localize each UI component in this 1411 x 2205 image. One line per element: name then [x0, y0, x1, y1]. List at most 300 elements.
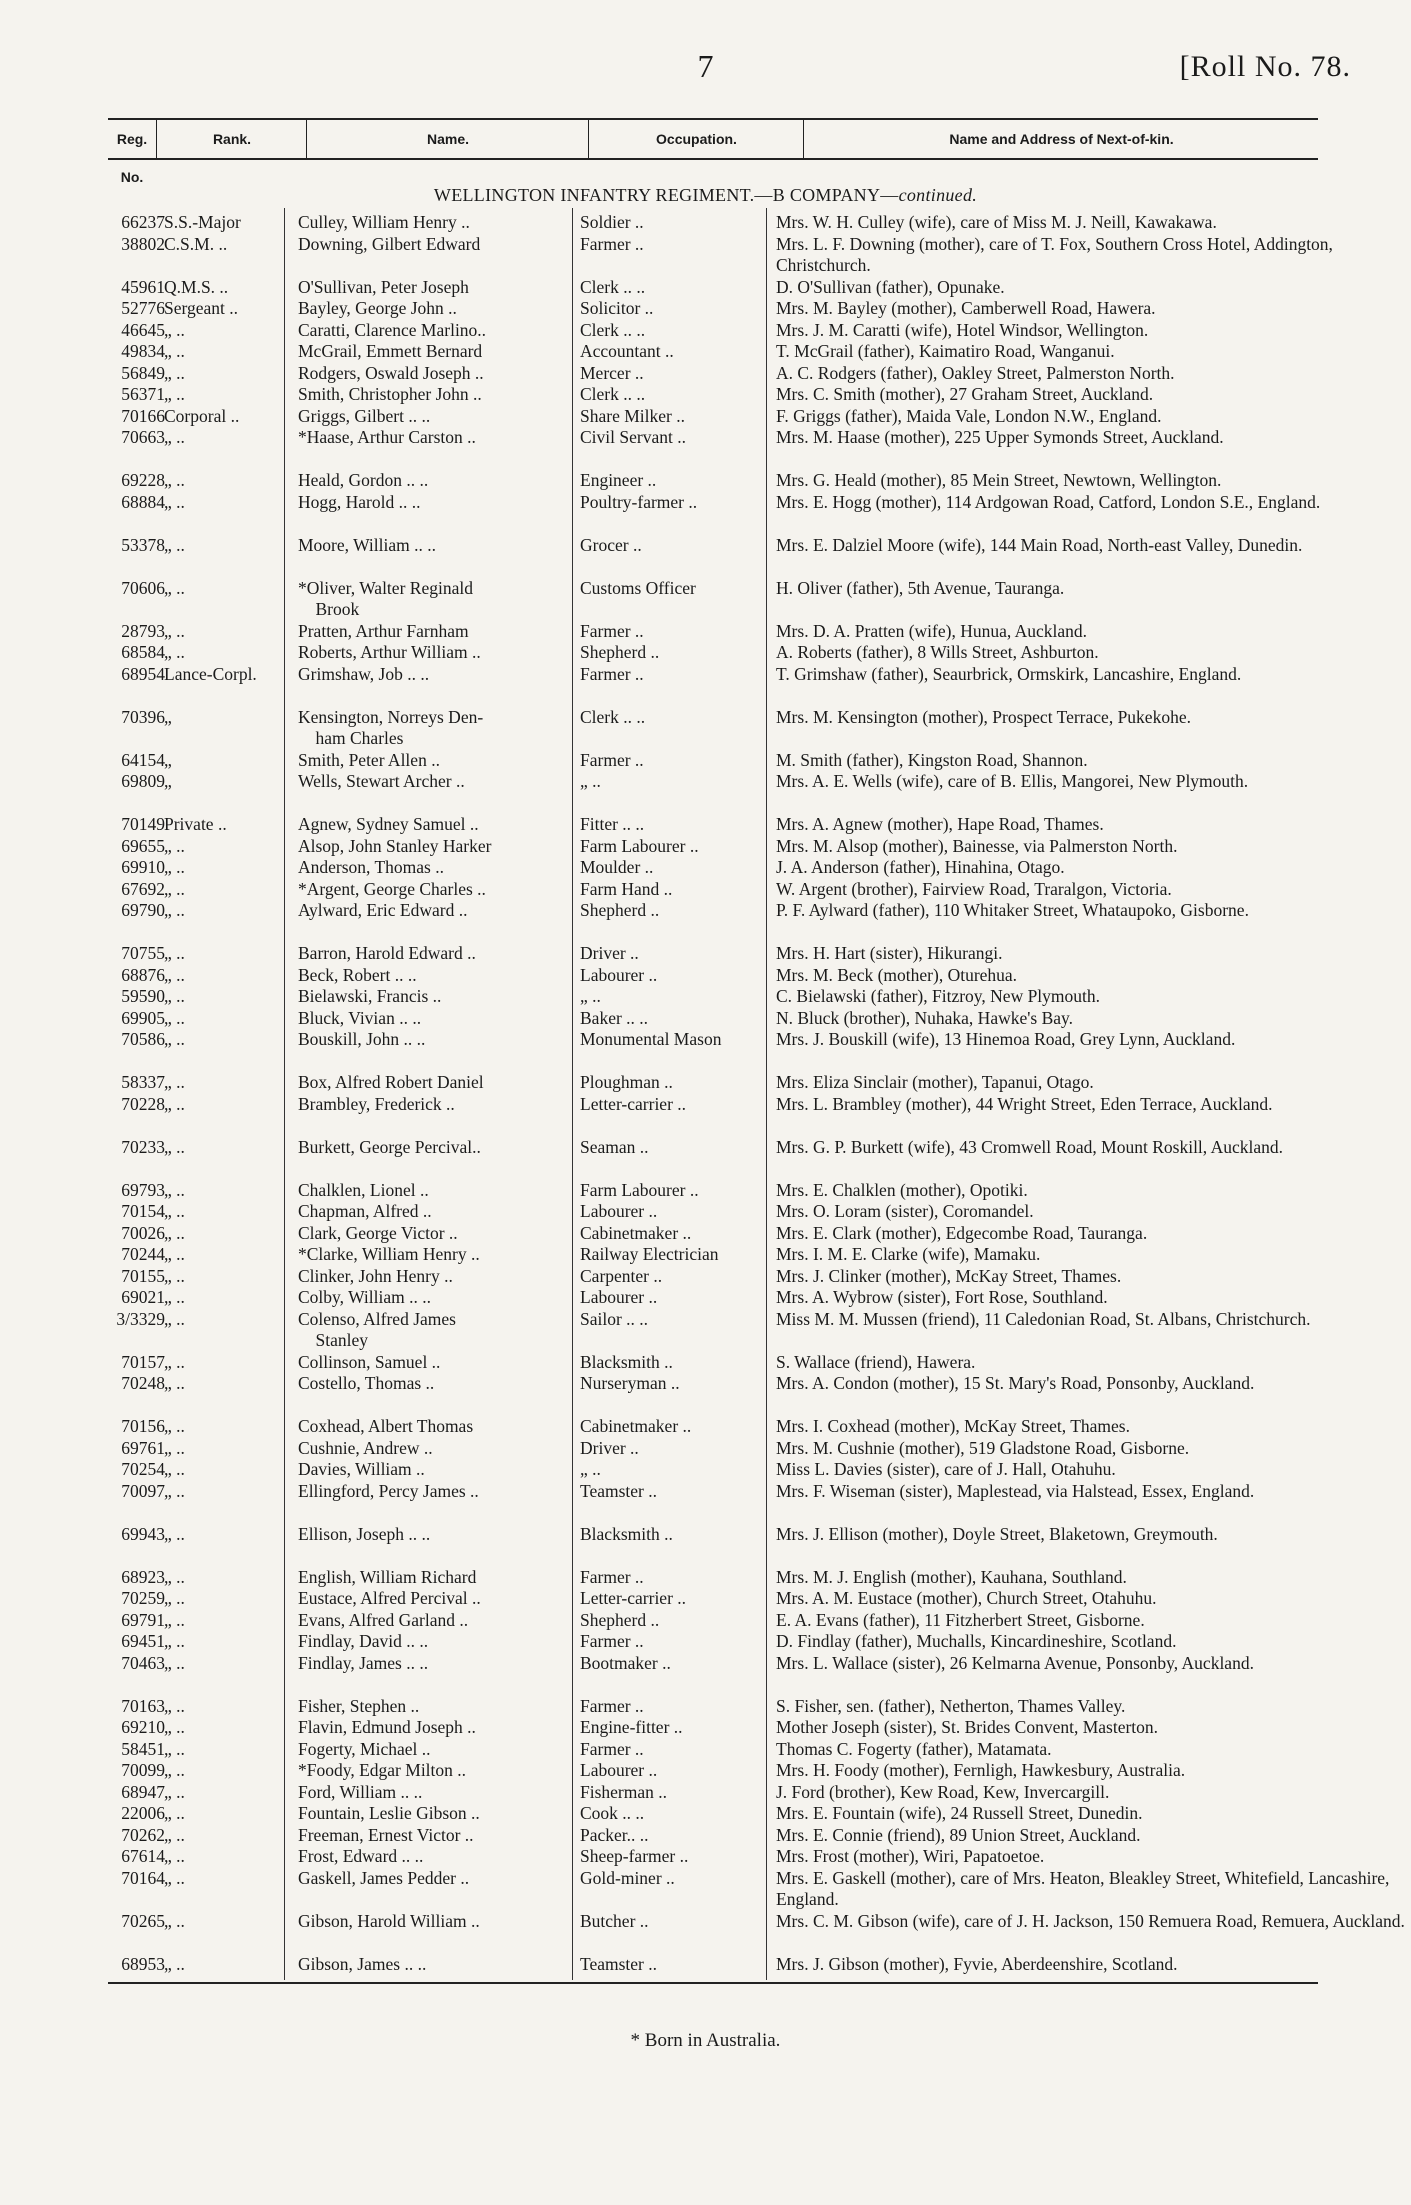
next-of-kin: F. Griggs (father), Maida Vale, London N.W., England. [776, 405, 1162, 426]
next-of-kin: A. C. Rodgers (father), Oakley Street, Palmerston North. [776, 362, 1175, 383]
reg-no: 68884 [121, 491, 165, 512]
rank: „ .. [164, 943, 185, 963]
next-of-kin: Mrs. E. Clark (mother), Edgecombe Road, Tauranga. [776, 1222, 1148, 1243]
occupation: Carpenter .. [580, 1265, 663, 1286]
occupation: Bootmaker .. [580, 1652, 671, 1673]
occupation: Cabinetmaker .. [580, 1416, 692, 1436]
rank: „ .. [164, 1416, 185, 1436]
table-row [60, 1739, 1360, 1761]
reg-no: 69943 [121, 1523, 165, 1544]
occupation: Engine-fitter .. [580, 1717, 683, 1737]
next-of-kin: Mrs. J. Bouskill (wife), 13 Hinemoa Road, Grey Lynn, Auckland. [776, 1029, 1236, 1049]
next-of-kin: Mrs. H. Hart (sister), Hikurangi. [776, 943, 1003, 963]
table-row [60, 1910, 1405, 1954]
table-row [60, 1223, 1360, 1245]
reg-no: 70586 [121, 1029, 165, 1049]
soldier-name: Ellison, Joseph .. .. [298, 1523, 431, 1544]
next-of-kin: Mrs. D. A. Pratten (wife), Hunua, Auckland. [776, 620, 1088, 641]
table-row [60, 986, 1360, 1008]
table-row [60, 320, 1360, 342]
occupation: Monumental Mason [580, 1029, 722, 1049]
soldier-name: Beck, Robert .. .. [298, 964, 417, 985]
next-of-kin: Miss L. Davies (sister), care of J. Hall, Otahuhu. [776, 1459, 1116, 1479]
rank: „ .. [164, 964, 185, 985]
reg-no: 69910 [121, 857, 165, 877]
table-row [60, 1481, 1360, 1524]
table-row [60, 406, 1360, 428]
reg-no: 69905 [121, 1007, 165, 1028]
reg-no: 70254 [121, 1459, 165, 1479]
reg-no: 69761 [121, 1437, 165, 1458]
table-row [60, 1266, 1360, 1288]
rank: „ .. [164, 1523, 185, 1544]
table-row [60, 1180, 1360, 1202]
occupation: Farmer .. [580, 1631, 644, 1651]
occupation: Farmer .. [580, 1566, 644, 1587]
table-row [60, 363, 1360, 385]
next-of-kin: Mrs. M. Bayley (mother), Camberwell Road, Hawera. [776, 298, 1156, 318]
rank: „ .. [164, 900, 185, 920]
table-row [60, 1954, 1360, 1976]
table-row [60, 900, 1360, 943]
soldier-name: Coxhead, Albert Thomas [298, 1416, 474, 1436]
reg-no: 68953 [121, 1953, 165, 1974]
reg-no: 70233 [121, 1136, 165, 1157]
reg-no: 53378 [121, 534, 165, 555]
occupation: Railway Electrician [580, 1244, 719, 1264]
reg-no: 70396 [121, 706, 165, 727]
soldier-name: English, William Richard [298, 1566, 477, 1587]
table-row [60, 1309, 1360, 1352]
occupation: Ploughman .. [580, 1072, 673, 1092]
soldier-name: *Haase, Arthur Carston .. [298, 427, 476, 447]
rank: „ .. [164, 534, 185, 555]
occupation: Fisherman .. [580, 1781, 668, 1802]
next-of-kin: Mrs. Frost (mother), Wiri, Papatoetoe. [776, 1846, 1045, 1866]
soldier-name: Bouskill, John .. .. [298, 1029, 426, 1049]
occupation: Shepherd .. [580, 900, 660, 920]
occupation: Driver .. [580, 1437, 639, 1458]
header-name: Name. [306, 120, 589, 158]
table-row [60, 1803, 1360, 1825]
reg-no: 46645 [121, 319, 165, 340]
soldier-name: Cushnie, Andrew .. [298, 1437, 433, 1458]
occupation: „ .. [580, 771, 601, 791]
rank: Sergeant .. [164, 298, 239, 318]
table-row [60, 1072, 1360, 1094]
table-row [60, 1029, 1360, 1072]
table-row [60, 341, 1360, 363]
table-row [60, 836, 1360, 858]
table-row [60, 1567, 1360, 1589]
table-row [60, 1524, 1360, 1567]
reg-no: 69655 [121, 835, 165, 856]
rank: „ [164, 771, 172, 791]
occupation: Shepherd .. [580, 642, 660, 662]
reg-no: 70606 [121, 577, 165, 598]
rank: Corporal .. [164, 405, 240, 426]
reg-no: 70244 [121, 1244, 165, 1264]
next-of-kin: Mrs. L. Wallace (sister), 26 Kelmarna Avenue, Ponsonby, Auckland. [776, 1652, 1254, 1673]
next-of-kin: Mrs. M. Beck (mother), Oturehua. [776, 964, 1018, 985]
reg-no: 69021 [121, 1287, 165, 1307]
occupation: Farmer .. [580, 663, 644, 684]
occupation: Clerk .. .. [580, 384, 646, 404]
occupation: Cabinetmaker .. [580, 1222, 692, 1243]
reg-no: 56371 [121, 384, 165, 404]
soldier-name: *Foody, Edgar Milton .. [298, 1760, 467, 1780]
soldier-name: Frost, Edward .. .. [298, 1846, 424, 1866]
next-of-kin: Mrs. L. Brambley (mother), 44 Wright Street, Eden Terrace, Auckland. [776, 1093, 1273, 1114]
next-of-kin: T. McGrail (father), Kaimatiro Road, Wanganui. [776, 341, 1115, 361]
next-of-kin: Mrs. H. Foody (mother), Fernligh, Hawkesbury, Australia. [776, 1760, 1186, 1780]
occupation: Gold-miner .. [580, 1867, 675, 1888]
next-of-kin: Mrs. M. Haase (mother), 225 Upper Symonds Street, Auckland. [776, 427, 1224, 447]
occupation: Nurseryman .. [580, 1373, 680, 1393]
next-of-kin: Mrs. M. Cushnie (mother), 519 Gladstone Road, Gisborne. [776, 1437, 1190, 1458]
reg-no: 70157 [121, 1351, 165, 1372]
table-row [60, 234, 1360, 277]
reg-no: 68947 [121, 1781, 165, 1802]
roll-number: [Roll No. 78. [1179, 50, 1351, 83]
next-of-kin: Mrs. G. Heald (mother), 85 Mein Street, Newtown, Wellington. [776, 470, 1222, 490]
table-row [60, 1782, 1360, 1804]
soldier-name: Collinson, Samuel .. [298, 1351, 441, 1372]
next-of-kin: Mrs. E. Chalklen (mother), Opotiki. [776, 1179, 1028, 1200]
rank: „ .. [164, 1287, 185, 1307]
rank: „ .. [164, 319, 185, 340]
reg-no: 58337 [121, 1072, 165, 1092]
rank: „ .. [164, 1781, 185, 1802]
reg-no: 70265 [121, 1910, 165, 1931]
section-title [0, 185, 1411, 206]
reg-no: 70166 [121, 405, 165, 426]
occupation: Sheep-farmer .. [580, 1846, 689, 1866]
header-next-of-kin: Name and Address of Next-of-kin. [803, 120, 1319, 158]
table-row [60, 621, 1360, 643]
occupation: Labourer .. [580, 1287, 658, 1307]
next-of-kin: Mrs. O. Loram (sister), Coromandel. [776, 1201, 1034, 1221]
reg-no: 58451 [121, 1738, 165, 1759]
soldier-name: *Clarke, William Henry .. [298, 1244, 480, 1264]
reg-no: 70164 [121, 1867, 165, 1888]
soldier-name: Colby, William .. .. [298, 1287, 431, 1307]
soldier-name: Moore, William .. .. [298, 534, 436, 555]
soldier-name: Downing, Gilbert Edward [298, 233, 481, 254]
rank: „ .. [164, 1631, 185, 1651]
next-of-kin: Mrs. G. P. Burkett (wife), 43 Cromwell Road, Mount Roskill, Auckland. [776, 1136, 1283, 1157]
table-row [60, 1244, 1360, 1266]
roll-table-body [60, 212, 1405, 1975]
rank: „ .. [164, 1373, 185, 1393]
rank: „ .. [164, 1351, 185, 1372]
occupation: Fitter .. .. [580, 814, 645, 834]
soldier-name: Eustace, Alfred Percival .. [298, 1588, 481, 1608]
soldier-name: Findlay, David .. .. [298, 1631, 429, 1651]
reg-no: 69791 [121, 1609, 165, 1630]
next-of-kin: Mrs. M. J. English (mother), Kauhana, Southland. [776, 1566, 1127, 1587]
soldier-name: Clinker, John Henry .. [298, 1265, 453, 1286]
table-row [60, 578, 1360, 621]
next-of-kin: Thomas C. Fogerty (father), Matamata. [776, 1738, 1052, 1759]
next-of-kin: J. Ford (brother), Kew Road, Kew, Invercargill. [776, 1781, 1110, 1802]
rank: „ .. [164, 1244, 185, 1264]
table-row [60, 707, 1360, 750]
next-of-kin: D. Findlay (father), Muchalls, Kincardineshire, Scotland. [776, 1631, 1177, 1651]
reg-no: 66237 [121, 212, 165, 232]
rank: „ .. [164, 1824, 185, 1845]
soldier-name: Grimshaw, Job .. .. [298, 663, 430, 684]
next-of-kin: Mrs. A. Wybrow (sister), Fort Rose, Southland. [776, 1287, 1108, 1307]
reg-no: 70248 [121, 1373, 165, 1393]
table-row [60, 1631, 1360, 1653]
occupation: Farmer .. [580, 1738, 644, 1759]
rank: „ .. [164, 986, 185, 1006]
rank: „ .. [164, 1007, 185, 1028]
soldier-name: Chalklen, Lionel .. [298, 1179, 429, 1200]
soldier-name: Box, Alfred Robert Daniel [298, 1072, 484, 1092]
next-of-kin: Mother Joseph (sister), St. Brides Convent, Masterton. [776, 1717, 1159, 1737]
section-title-text: WELLINGTON INFANTRY REGIMENT.—B COMPANY— [433, 185, 899, 205]
soldier-name: Chapman, Alfred .. [298, 1201, 432, 1221]
reg-no: 52776 [121, 298, 165, 318]
next-of-kin: Mrs. A. Agnew (mother), Hape Road, Thames. [776, 814, 1104, 834]
rank: „ .. [164, 857, 185, 877]
soldier-name: Culley, William Henry .. [298, 212, 470, 232]
table-row [60, 1610, 1360, 1632]
bottom-rule [108, 1982, 1318, 1984]
next-of-kin: Mrs. I. Coxhead (mother), McKay Street, Thames. [776, 1416, 1130, 1436]
rank: „ .. [164, 341, 185, 361]
occupation: Teamster .. [580, 1480, 658, 1501]
table-row [60, 1825, 1360, 1847]
rank: „ .. [164, 642, 185, 662]
occupation: Blacksmith .. [580, 1523, 673, 1544]
next-of-kin: T. Grimshaw (father), Seaurbrick, Ormskirk, Lancashire, England. [776, 663, 1242, 684]
table-row [60, 1653, 1360, 1696]
occupation: Clerk .. .. [580, 706, 646, 727]
rank: Private .. [164, 814, 227, 834]
table-row [60, 212, 1360, 234]
table-row [60, 1008, 1360, 1030]
occupation: Driver .. [580, 943, 639, 963]
occupation: Farm Labourer .. [580, 835, 699, 856]
table-row [60, 1094, 1360, 1137]
next-of-kin: D. O'Sullivan (father), Opunake. [776, 276, 1005, 297]
soldier-name: Alsop, John Stanley Harker [298, 835, 492, 856]
reg-no: 70259 [121, 1588, 165, 1608]
table-row [60, 277, 1360, 299]
soldier-name: Rodgers, Oswald Joseph .. [298, 362, 484, 383]
occupation: Shepherd .. [580, 1609, 660, 1630]
occupation: Soldier .. [580, 212, 644, 232]
soldier-name: Costello, Thomas .. [298, 1373, 435, 1393]
table-row [60, 771, 1360, 814]
occupation: Seaman .. [580, 1136, 649, 1157]
soldier-name: Gibson, James .. .. [298, 1953, 427, 1974]
reg-no: 70163 [121, 1695, 165, 1716]
next-of-kin: Mrs. A. M. Eustace (mother), Church Street, Otahuhu. [776, 1588, 1157, 1608]
soldier-name: Fisher, Stephen .. [298, 1695, 420, 1716]
next-of-kin: Mrs. C. Smith (mother), 27 Graham Street, Auckland. [776, 384, 1154, 404]
reg-no: 38802 [121, 233, 165, 254]
occupation: Cook .. .. [580, 1803, 645, 1823]
soldier-name: Griggs, Gilbert .. .. [298, 405, 431, 426]
rank: Q.M.S. .. [164, 276, 229, 297]
table-row [60, 1373, 1360, 1416]
occupation: Accountant .. [580, 341, 674, 361]
table-row [60, 298, 1360, 320]
header-occupation: Occupation. [588, 120, 804, 158]
reg-no: 49834 [121, 341, 165, 361]
occupation: Civil Servant .. [580, 427, 686, 447]
next-of-kin: N. Bluck (brother), Nuhaka, Hawke's Bay. [776, 1007, 1074, 1028]
next-of-kin: Miss M. M. Mussen (friend), 11 Caledonian Road, St. Albans, Christchurch. [776, 1308, 1311, 1329]
soldier-name: Anderson, Thomas .. [298, 857, 444, 877]
reg-no: 69451 [121, 1631, 165, 1651]
occupation: Clerk .. .. [580, 276, 646, 297]
soldier-name: Davies, William .. [298, 1459, 425, 1479]
occupation: Farm Labourer .. [580, 1179, 699, 1200]
next-of-kin: Mrs. F. Wiseman (sister), Maplestead, via Halstead, Essex, England. [776, 1480, 1255, 1501]
rank: „ .. [164, 878, 185, 899]
occupation: Labourer .. [580, 1201, 658, 1221]
rank: „ .. [164, 1201, 185, 1221]
rank: „ .. [164, 1265, 185, 1286]
next-of-kin: Mrs. E. Dalziel Moore (wife), 144 Main Road, North-east Valley, Dunedin. [776, 534, 1303, 555]
soldier-name: Fountain, Leslie Gibson .. [298, 1803, 480, 1823]
rank: „ .. [164, 1609, 185, 1630]
soldier-name: *Argent, George Charles .. [298, 878, 486, 899]
occupation: Poultry-farmer .. [580, 491, 698, 512]
rank: „ .. [164, 1222, 185, 1243]
table-row [60, 814, 1360, 836]
table-row [60, 965, 1360, 987]
occupation: Moulder .. [580, 857, 654, 877]
rank: „ .. [164, 1846, 185, 1866]
occupation: Clerk .. .. [580, 319, 646, 340]
table-row [60, 750, 1360, 772]
occupation: Farmer .. [580, 233, 644, 254]
rank: „ .. [164, 1480, 185, 1501]
soldier-name: Colenso, Alfred James Stanley [298, 1308, 456, 1350]
soldier-name: Aylward, Eric Edward .. [298, 900, 468, 920]
occupation: Solicitor .. [580, 298, 654, 318]
occupation: Farmer .. [580, 1695, 644, 1716]
occupation: Packer.. .. [580, 1824, 649, 1845]
table-row [60, 1717, 1360, 1739]
reg-no: 70262 [121, 1824, 165, 1845]
next-of-kin: M. Smith (father), Kingston Road, Shannon. [776, 749, 1088, 770]
table-row [60, 879, 1360, 901]
reg-no: 70099 [121, 1760, 165, 1780]
rank: „ .. [164, 427, 185, 447]
reg-no: 70755 [121, 943, 165, 963]
reg-no: 59590 [121, 986, 165, 1006]
soldier-name: Hogg, Harold .. .. [298, 491, 421, 512]
occupation: Letter-carrier .. [580, 1588, 687, 1608]
rank: „ .. [164, 491, 185, 512]
next-of-kin: Mrs. M. Alsop (mother), Bainesse, via Palmerston North. [776, 835, 1178, 856]
rank: „ .. [164, 384, 185, 404]
reg-no: 69809 [121, 771, 165, 791]
next-of-kin: Mrs. L. F. Downing (mother), care of T. Fox, Southern Cross Hotel, Addington, Christchurch. [776, 233, 1333, 275]
header-rank: Rank. [156, 120, 307, 158]
next-of-kin: W. Argent (brother), Fairview Road, Traralgon, Victoria. [776, 878, 1172, 899]
reg-no: 56849 [121, 362, 165, 383]
table-row [60, 664, 1360, 707]
next-of-kin: Mrs. J. M. Caratti (wife), Hotel Windsor, Wellington. [776, 319, 1149, 340]
reg-no: 69790 [121, 900, 165, 920]
rank: „ .. [164, 1179, 185, 1200]
table-row [60, 857, 1360, 879]
occupation: Customs Officer [580, 577, 696, 598]
next-of-kin: Mrs. Eliza Sinclair (mother), Tapanui, Otago. [776, 1072, 1094, 1092]
soldier-name: McGrail, Emmett Bernard [298, 341, 483, 361]
next-of-kin: Mrs. I. M. E. Clarke (wife), Mamaku. [776, 1244, 1041, 1264]
header-reg-no: Reg. No. [116, 131, 148, 185]
occupation: Sailor .. .. [580, 1308, 649, 1329]
next-of-kin: Mrs. J. Gibson (mother), Fyvie, Aberdeenshire, Scotland. [776, 1953, 1178, 1974]
rank: „ .. [164, 1953, 185, 1974]
occupation: Letter-carrier .. [580, 1093, 687, 1114]
reg-no: 70156 [121, 1416, 165, 1436]
soldier-name: *Oliver, Walter Reginald Brook [298, 577, 473, 619]
rank: „ .. [164, 620, 185, 641]
reg-no: 22006 [121, 1803, 165, 1823]
reg-no: 70228 [121, 1093, 165, 1114]
occupation: Labourer .. [580, 1760, 658, 1780]
next-of-kin: Mrs. E. Gaskell (mother), care of Mrs. Heaton, Bleakley Street, Whitefield, Lancashire, England. [776, 1867, 1390, 1909]
occupation: Butcher .. [580, 1910, 649, 1931]
rank: „ .. [164, 1566, 185, 1587]
next-of-kin: E. A. Evans (father), 11 Fitzherbert Street, Gisborne. [776, 1609, 1145, 1630]
table-row [60, 1459, 1360, 1481]
soldier-name: Ellingford, Percy James .. [298, 1480, 479, 1501]
table-row [60, 1438, 1360, 1460]
reg-no: 70463 [121, 1652, 165, 1673]
next-of-kin: Mrs. J. Ellison (mother), Doyle Street, Blaketown, Greymouth. [776, 1523, 1218, 1544]
soldier-name: Roberts, Arthur William .. [298, 642, 481, 662]
footnote: * Born in Australia. [630, 2030, 781, 2051]
table-row [60, 1760, 1360, 1782]
rank: „ .. [164, 1136, 185, 1157]
next-of-kin: H. Oliver (father), 5th Avenue, Tauranga. [776, 577, 1065, 598]
rank: „ .. [164, 1760, 185, 1780]
next-of-kin: Mrs. A. E. Wells (wife), care of B. Ellis, Mangorei, New Plymouth. [776, 771, 1249, 791]
occupation: Blacksmith .. [580, 1351, 673, 1372]
reg-no: 68923 [121, 1566, 165, 1587]
soldier-name: Fogerty, Michael .. [298, 1738, 431, 1759]
reg-no: 67614 [121, 1846, 165, 1866]
next-of-kin: S. Wallace (friend), Hawera. [776, 1351, 976, 1372]
rank: „ .. [164, 1867, 185, 1888]
soldier-name: Ford, William .. .. [298, 1781, 423, 1802]
rank: „ .. [164, 1308, 185, 1329]
rank: „ .. [164, 1695, 185, 1716]
reg-no: 69793 [121, 1179, 165, 1200]
reg-no: 68876 [121, 964, 165, 985]
next-of-kin: Mrs. E. Hogg (mother), 114 Ardgowan Road, Catford, London S.E., England. [776, 491, 1321, 512]
reg-no: 69228 [121, 470, 165, 490]
rank: „ .. [164, 362, 185, 383]
table-row [60, 535, 1360, 578]
rank: „ .. [164, 1459, 185, 1479]
soldier-name: Barron, Harold Edward .. [298, 943, 476, 963]
occupation: „ .. [580, 1459, 601, 1479]
next-of-kin: Mrs. M. Kensington (mother), Prospect Terrace, Pukekohe. [776, 706, 1191, 727]
soldier-name: Agnew, Sydney Samuel .. [298, 814, 479, 834]
